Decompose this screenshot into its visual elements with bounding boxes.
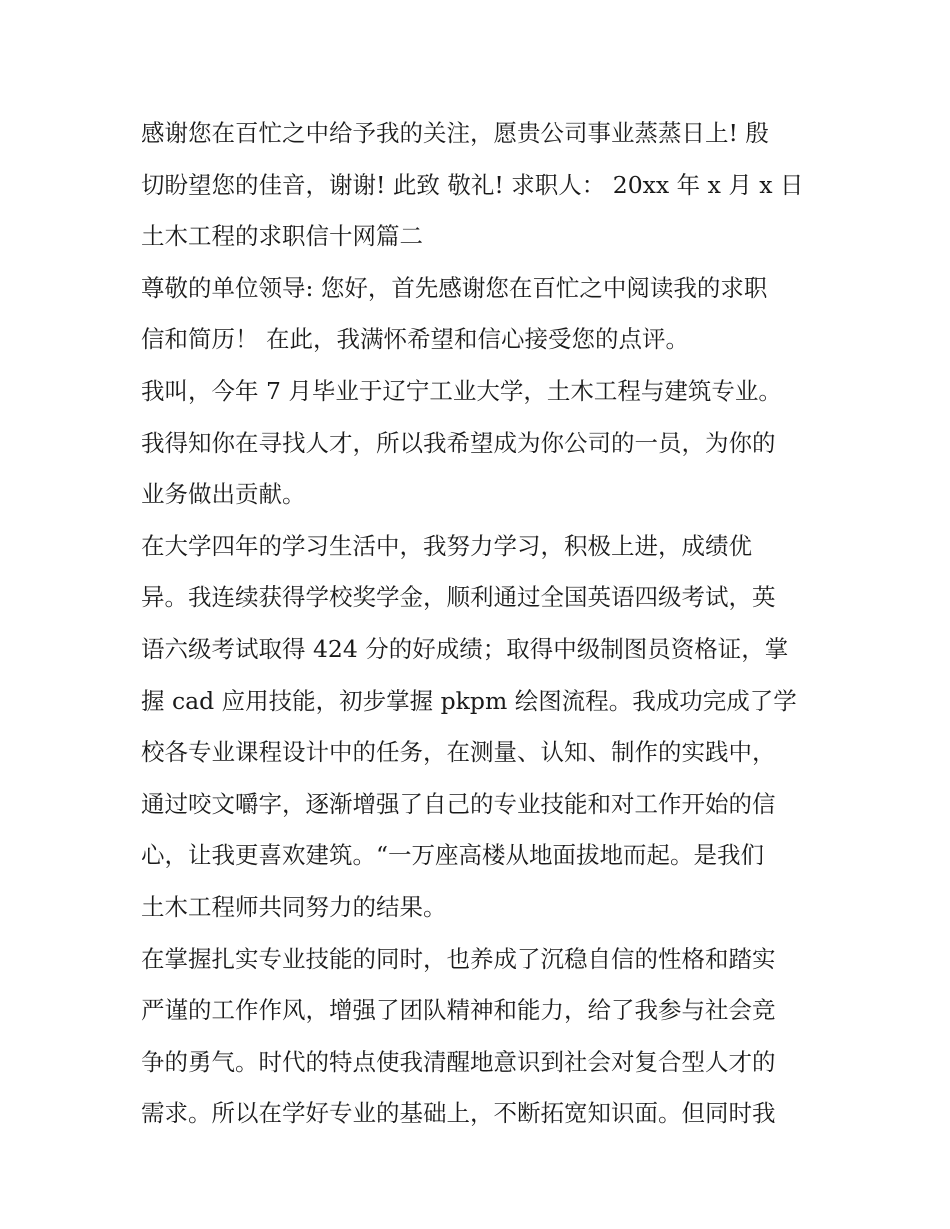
- text-line: 争的勇气。时代的特点使我清醒地意识到社会对复合型人才的: [141, 1047, 776, 1076]
- text-line: 土木工程师共同努力的结果。: [141, 892, 447, 921]
- text-line: 异。我连续获得学校奖学金，顺利通过全国英语四级考试，英: [141, 583, 776, 612]
- text-line: 语六级考试取得 424 分的好成绩；取得中级制图员资格证，掌: [141, 634, 789, 663]
- text-line: 尊敬的单位领导: 您好，首先感谢您在百忙之中阅读我的求职: [141, 273, 768, 302]
- document-body: [141, 108, 813, 1140]
- text-line: 我叫，今年 7 月毕业于辽宁工业大学，土木工程与建筑专业。: [141, 376, 782, 405]
- text-line: 在掌握扎实专业技能的同时，也养成了沉稳自信的性格和踏实: [141, 944, 776, 973]
- text-line: 在大学四年的学习生活中，我努力学习，积极上进，成绩优: [141, 531, 752, 560]
- text-line: 需求。所以在学好专业的基础上，不断拓宽知识面。但同时我: [141, 1099, 776, 1128]
- text-line: 感谢您在百忙之中给予我的关注，愿贵公司事业蒸蒸日上! 殷: [141, 119, 769, 147]
- text-line: 严谨的工作作风，增强了团队精神和能力，给了我参与社会竞: [141, 996, 776, 1025]
- text-line: 信和简历！ 在此，我满怀希望和信心接受您的点评。: [141, 325, 689, 354]
- text-line: 校各专业课程设计中的任务，在测量、认知、制作的实践中，: [141, 738, 776, 767]
- text-line: 切盼望您的佳音，谢谢! 此致 敬礼! 求职人： 20xx 年 x 月 x 日: [141, 170, 804, 199]
- text-line: 通过咬文嚼字，逐渐增强了自己的专业技能和对工作开始的信: [141, 789, 776, 818]
- text-line: 握 cad 应用技能，初步掌握 pkpm 绘图流程。我成功完成了学: [141, 686, 797, 715]
- text-line: 我得知你在寻找人才，所以我希望成为你公司的一员，为你的: [141, 428, 776, 457]
- text-line: 心，让我更喜欢建筑。“一万座高楼从地面拔地而起。是我们: [141, 841, 765, 870]
- text-line: 业务做出贡献。: [141, 480, 306, 509]
- section-heading: 土木工程的求职信十网篇二: [141, 222, 423, 251]
